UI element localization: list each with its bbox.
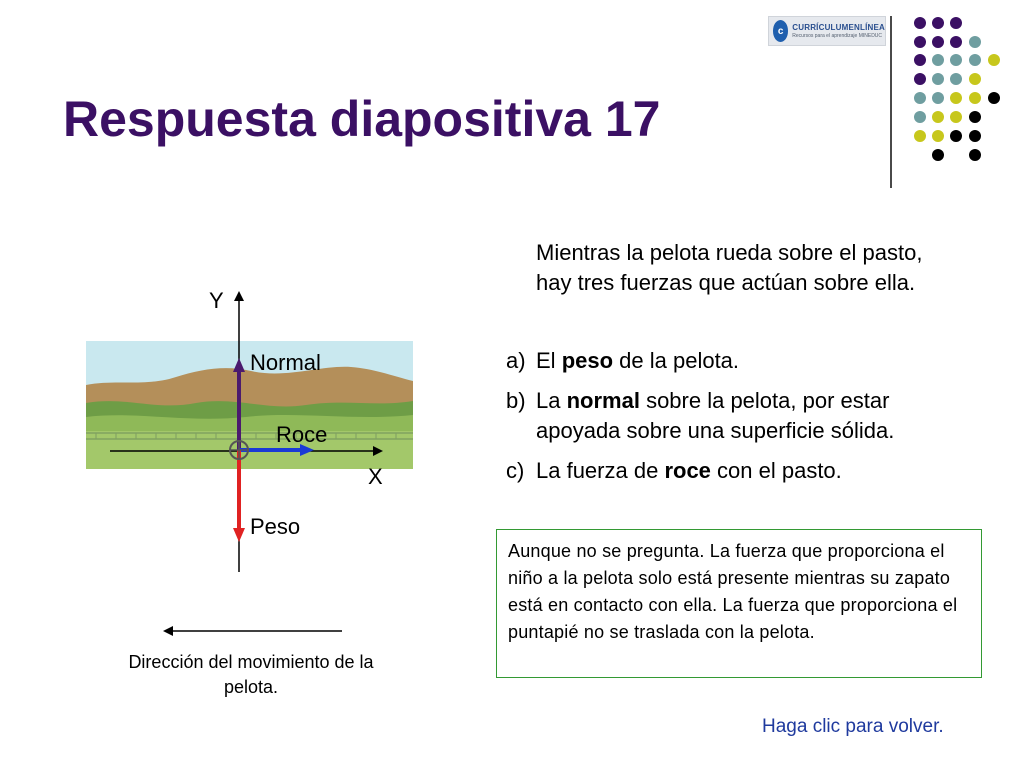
dot xyxy=(950,17,962,29)
dot xyxy=(969,73,981,85)
dot xyxy=(950,111,962,123)
dot xyxy=(969,54,981,66)
dot xyxy=(950,73,962,85)
dot xyxy=(969,36,981,48)
option-text: La xyxy=(536,388,567,413)
dot xyxy=(969,92,981,104)
normal-force-label: Normal xyxy=(250,350,321,375)
dot xyxy=(969,149,981,161)
answer-intro: Mientras la pelota rueda sobre el pasto, hay tres fuerzas que actúan sobre ella. xyxy=(536,240,923,295)
weight-force-label: Peso xyxy=(250,514,301,539)
dot xyxy=(914,54,926,66)
dot xyxy=(914,92,926,104)
dot xyxy=(914,130,926,142)
back-link[interactable]: Haga clic para volver. xyxy=(762,716,944,737)
dot xyxy=(932,111,944,123)
dot-grid xyxy=(914,17,1000,161)
logo-subtitle: Recursos para el aprendizaje MINEDUC xyxy=(792,32,883,39)
answer-option-a xyxy=(506,346,956,376)
option-text: sobre la pelota, por estar apoyada sobre una superficie sólida. xyxy=(536,388,895,443)
dot xyxy=(932,36,944,48)
answer-option-b xyxy=(506,386,956,446)
option-keyword: normal xyxy=(566,388,640,413)
logo-name: CURRÍCULUMENLÍNEA xyxy=(792,22,885,32)
slide-title: Respuesta diapositiva 17 xyxy=(63,91,661,147)
option-keyword: peso xyxy=(561,348,614,373)
dot xyxy=(969,130,981,142)
dot xyxy=(932,17,944,29)
dot xyxy=(932,149,944,161)
option-letter: c) xyxy=(506,458,525,483)
curriculum-logo xyxy=(768,16,886,46)
dot xyxy=(914,36,926,48)
option-text: La fuerza de xyxy=(536,458,665,483)
note-box: Aunque no se pregunta. La fuerza que proporciona el niño a la pelota solo está presente mientras su zapato está en contacto con ella. La fuerza que proporciona el puntapié no se traslada con la pelota. xyxy=(496,529,982,678)
option-keyword: roce xyxy=(664,458,711,483)
friction-force-label: Roce xyxy=(276,422,328,447)
option-letter: a) xyxy=(506,348,526,373)
dot xyxy=(914,111,926,123)
y-axis-label: Y xyxy=(209,288,224,313)
dot xyxy=(932,130,944,142)
dot xyxy=(932,54,944,66)
decorative-divider xyxy=(890,16,892,188)
motion-direction-text: Dirección del movimiento de la pelota. xyxy=(128,652,374,697)
option-text: de la pelota. xyxy=(613,348,740,373)
curriculum-logo-icon: c xyxy=(773,20,788,42)
dot xyxy=(950,36,962,48)
dot xyxy=(950,54,962,66)
option-letter: b) xyxy=(506,388,526,413)
dot xyxy=(932,73,944,85)
option-text: El xyxy=(536,348,562,373)
x-axis-label: X xyxy=(368,464,383,489)
dot xyxy=(969,111,981,123)
dot xyxy=(914,17,926,29)
option-text: con el pasto. xyxy=(710,458,842,483)
dot xyxy=(988,92,1000,104)
answer-options xyxy=(506,346,956,496)
dot xyxy=(932,92,944,104)
dot xyxy=(988,54,1000,66)
dot xyxy=(950,130,962,142)
dot xyxy=(950,92,962,104)
answer-option-c xyxy=(506,456,956,486)
dot xyxy=(914,73,926,85)
